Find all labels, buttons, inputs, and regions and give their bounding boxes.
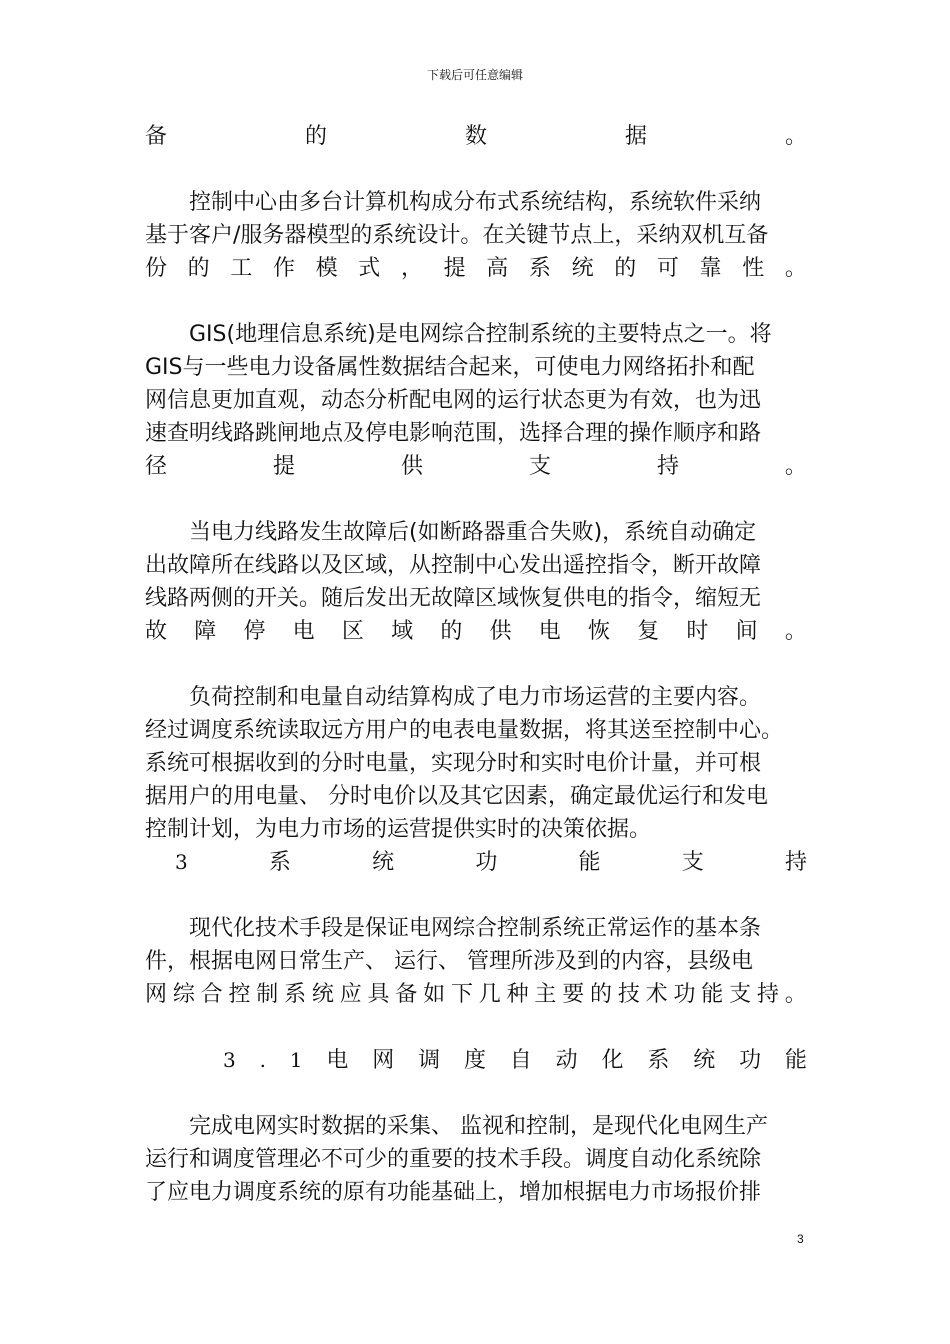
glyph: 高 (486, 256, 509, 281)
glyph: 电 (538, 619, 561, 644)
spread-text-line (145, 450, 807, 483)
glyph: 要 (562, 982, 585, 1007)
glyph: 网 (372, 1048, 395, 1073)
paragraph-gap (145, 153, 807, 186)
glyph: 备 (395, 982, 418, 1007)
paragraph-gap (145, 285, 807, 318)
glyph: 统 (311, 982, 334, 1007)
glyph: 时 (686, 619, 709, 644)
glyph: 调 (418, 1048, 441, 1073)
glyph: 如 (423, 982, 446, 1007)
subsection-heading (145, 1044, 807, 1077)
glyph: 几 (478, 982, 501, 1007)
glyph: 。 (784, 124, 807, 149)
glyph: 化 (601, 1048, 624, 1073)
glyph: 可 (656, 256, 679, 281)
glyph: 支 (681, 850, 704, 875)
text-line: 系统可根据收到的分时电量，实现分时和实时电价计量，并可根 (145, 751, 762, 776)
glyph: 持 (756, 982, 779, 1007)
paragraph-gap (145, 1077, 807, 1110)
glyph: 供 (400, 454, 423, 479)
glyph: 系 (528, 256, 551, 281)
glyph: 能 (701, 982, 724, 1007)
paragraph-gap (145, 648, 807, 681)
glyph: 提 (272, 454, 295, 479)
glyph: 作 (272, 256, 295, 281)
text-line: 运行和调度管理必不可少的重要的技术手段。调度自动化系统除 (145, 1147, 762, 1172)
glyph: 能 (578, 850, 601, 875)
document-body (145, 120, 807, 1209)
glyph: 故 (145, 619, 168, 644)
glyph: 模 (315, 256, 338, 281)
glyph: 能 (784, 1048, 807, 1073)
glyph: 靠 (699, 256, 722, 281)
glyph: 据 (624, 124, 647, 149)
glyph: 具 (367, 982, 390, 1007)
glyph: 控 (228, 982, 251, 1007)
text-line: GIS(地理信息系统)是电网综合控制系统的主要特点之一。将 (189, 322, 772, 347)
glyph: 种 (506, 982, 529, 1007)
glyph: 复 (637, 619, 660, 644)
glyph: 的 (304, 124, 327, 149)
spread-text-line (145, 252, 807, 285)
glyph: 术 (645, 982, 668, 1007)
glyph: 综 (172, 982, 195, 1007)
glyph: 主 (534, 982, 557, 1007)
text-line: 件，根据电网日常生产、 运行、 管理所涉及到的内容，县级电 (145, 949, 753, 974)
glyph: 份 (145, 256, 168, 281)
spread-text-line (145, 120, 807, 153)
glyph: 。 (784, 256, 807, 281)
glyph: 提 (443, 256, 466, 281)
text-line: 控制计划，为电力市场的运营提供实时的决策依据。 (145, 817, 652, 842)
text-line: 出故障所在线路以及区域，从控制中心发出遥控指令，断开故障 (145, 553, 762, 578)
glyph: 径 (145, 454, 168, 479)
glyph: 持 (656, 454, 679, 479)
glyph: 技 (617, 982, 640, 1007)
glyph: 3 (175, 850, 188, 874)
spread-text-line (145, 978, 807, 1011)
glyph: . (259, 1048, 266, 1072)
glyph: 电 (326, 1048, 349, 1073)
glyph: 支 (729, 982, 752, 1007)
text-line: GIS与一些电力设备属性数据结合起来，可使电力网络拓扑和配 (145, 355, 755, 380)
glyph: 域 (391, 619, 414, 644)
glyph: 功 (739, 1048, 762, 1073)
text-line: 了应电力调度系统的原有功能基础上，增加根据电力市场报价排 (145, 1180, 762, 1205)
glyph: 应 (339, 982, 362, 1007)
glyph: 。 (784, 454, 807, 479)
glyph: 合 (200, 982, 223, 1007)
text-line: 负荷控制和电量自动结算构成了电力市场运营的主要内容。 (189, 685, 762, 710)
page-header: 下载后可任意编辑 (426, 68, 523, 82)
glyph: 。 (784, 619, 807, 644)
glyph: 支 (528, 454, 551, 479)
glyph: 3 (223, 1048, 236, 1072)
glyph: 停 (243, 619, 266, 644)
glyph: 功 (673, 982, 696, 1007)
glyph: 度 (463, 1048, 486, 1073)
glyph: 的 (590, 982, 613, 1007)
glyph: 性 (742, 256, 765, 281)
glyph: 的 (440, 619, 463, 644)
glyph: 障 (194, 619, 217, 644)
glyph: 的 (187, 256, 210, 281)
section-heading (145, 846, 807, 879)
text-line: 完成电网实时数据的采集、 监视和控制，是现代化电网生产 (189, 1114, 768, 1139)
paragraph-gap (145, 1011, 807, 1044)
text-line: 经过调度系统读取远方用户的电表电量数据，将其送至控制中心。 (145, 718, 784, 743)
glyph: 间 (735, 619, 758, 644)
glyph: 。 (784, 982, 807, 1007)
text-line: 据用户的用电量、 分时电价以及其它因素，确定最优运行和发电 (145, 784, 768, 809)
text-line: 线路两侧的开关。随后发出无故障区域恢复供电的指令，缩短无 (145, 586, 762, 611)
glyph: 数 (464, 124, 487, 149)
text-line: 现代化技术手段是保证电网综合控制系统正常运作的基本条 (189, 916, 762, 941)
paragraph-gap (145, 879, 807, 912)
glyph: 电 (292, 619, 315, 644)
glyph: 统 (571, 256, 594, 281)
glyph: 工 (230, 256, 253, 281)
glyph: 持 (784, 850, 807, 875)
text-line: 基于客户/服务器模型的系统设计。在关键节点上，采纳双机互备 (145, 223, 769, 248)
text-line: 网信息更加直观，动态分析配电网的运行状态更为有效，也为迅 (145, 388, 762, 413)
glyph: 区 (341, 619, 364, 644)
glyph: 统 (372, 850, 395, 875)
glyph: 系 (284, 982, 307, 1007)
glyph: 备 (145, 124, 168, 149)
glyph: 制 (256, 982, 279, 1007)
glyph: 系 (647, 1048, 670, 1073)
text-line: 速查明线路跳闸地点及停电影响范围，选择合理的操作顺序和路 (145, 421, 762, 446)
glyph: 功 (475, 850, 498, 875)
glyph: ， (400, 256, 423, 281)
glyph: 供 (489, 619, 512, 644)
glyph: 自 (509, 1048, 532, 1073)
glyph: 网 (145, 982, 168, 1007)
glyph: 恢 (587, 619, 610, 644)
text-line: 控制中心由多台计算机构成分布式系统结构，系统软件采纳 (189, 190, 762, 215)
page-number: 3 (797, 1232, 804, 1246)
glyph: 统 (693, 1048, 716, 1073)
glyph: 的 (614, 256, 637, 281)
glyph: 动 (555, 1048, 578, 1073)
spread-text-line (145, 615, 807, 648)
text-line: 当电力线路发生故障后(如断路器重合失败)，系统自动确定 (189, 520, 757, 545)
glyph: 下 (450, 982, 473, 1007)
glyph: 式 (358, 256, 381, 281)
glyph: 系 (268, 850, 291, 875)
paragraph-gap (145, 483, 807, 516)
glyph: 1 (289, 1048, 303, 1072)
